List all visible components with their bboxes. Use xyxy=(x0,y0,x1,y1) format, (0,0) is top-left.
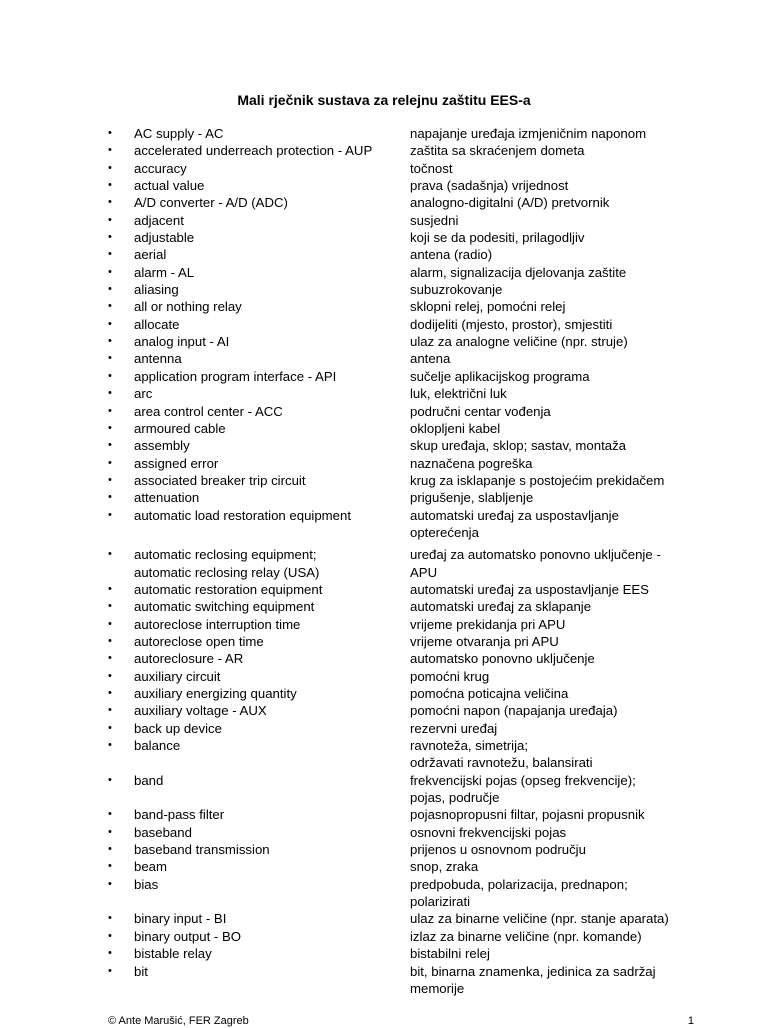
glossary-term: accelerated underreach protection - AUP xyxy=(134,143,373,159)
bullet-icon: • xyxy=(108,144,112,157)
glossary-entry xyxy=(108,177,708,194)
bullet-icon: • xyxy=(108,421,112,434)
glossary-definition: alarm, signalizacija djelovanja zaštite xyxy=(410,264,627,280)
glossary-entry xyxy=(108,737,708,772)
glossary-definition: oklopljeni kabel xyxy=(410,420,501,436)
glossary-entry xyxy=(108,806,708,823)
bullet-icon: • xyxy=(108,548,112,561)
glossary-entry xyxy=(108,142,708,159)
glossary-definition: pojasnopropusni filtar, pojasni propusnik xyxy=(410,807,645,823)
glossary-term: automatic reclosing equipment; automatic reclosing relay (USA) xyxy=(134,547,320,580)
glossary-entry xyxy=(108,246,708,263)
bullet-icon: • xyxy=(108,456,112,469)
glossary-entry xyxy=(108,928,708,945)
glossary-definition: predpobuda, polarizacija, prednapon; polarizirati xyxy=(410,876,628,910)
glossary-definition: snop, zraka xyxy=(410,859,479,875)
glossary-term: autoreclose interruption time xyxy=(134,616,301,632)
glossary-definition: krug za isklapanje s postojećim prekidačem xyxy=(410,472,665,488)
glossary-term: adjustable xyxy=(134,230,195,246)
bullet-icon: • xyxy=(108,877,112,890)
glossary-entry xyxy=(108,212,708,229)
glossary-definition: automatsko ponovno uključenje xyxy=(410,651,595,667)
glossary-entry xyxy=(108,824,708,841)
bullet-icon: • xyxy=(108,669,112,682)
glossary-term: A/D converter - A/D (ADC) xyxy=(134,195,288,211)
glossary-definition: antena (radio) xyxy=(410,247,493,263)
glossary-term: assigned error xyxy=(134,455,219,471)
glossary-definition: osnovni frekvencijski pojas xyxy=(410,824,567,840)
glossary-entry xyxy=(108,281,708,298)
glossary-entry xyxy=(108,650,708,667)
glossary-entry xyxy=(108,858,708,875)
glossary-term: area control center - ACC xyxy=(134,403,283,419)
glossary-definition: vrijeme otvaranja pri APU xyxy=(410,633,559,649)
glossary-term: band-pass filter xyxy=(134,807,225,823)
page-number: 1 xyxy=(687,1015,694,1027)
bullet-icon: • xyxy=(108,352,112,365)
glossary-definition: točnost xyxy=(410,160,453,176)
glossary-term: aerial xyxy=(134,247,167,263)
bullet-icon: • xyxy=(108,739,112,752)
bullet-icon: • xyxy=(108,213,112,226)
glossary-term: auxiliary circuit xyxy=(134,668,221,684)
glossary-definition: susjedni xyxy=(410,212,459,228)
glossary-definition: vrijeme prekidanja pri APU xyxy=(410,616,566,632)
bullet-icon: • xyxy=(108,687,112,699)
glossary-definition: napajanje uređaja izmjeničnim naponom xyxy=(410,126,647,141)
page-title: Mali rječnik sustava za relejnu zaštitu EES-a xyxy=(237,92,531,108)
glossary-term: alarm - AL xyxy=(134,264,195,280)
bullet-icon: • xyxy=(108,335,112,348)
glossary-definition: antena xyxy=(410,351,451,367)
bullet-icon: • xyxy=(108,491,112,504)
glossary-definition: luk, električni luk xyxy=(410,386,507,402)
bullet-icon: • xyxy=(108,582,112,595)
bullet-icon: • xyxy=(108,473,112,486)
glossary-entry xyxy=(108,720,708,737)
footer-copyright: © Ante Marušić, FER Zagreb xyxy=(108,1015,249,1027)
glossary-term: analog input - AI xyxy=(134,334,230,350)
bullet-icon: • xyxy=(108,179,112,192)
glossary-definition: prijenos u osnovnom području xyxy=(410,842,586,858)
bullet-icon: • xyxy=(108,248,112,261)
glossary-term: AC supply - AC xyxy=(134,126,224,141)
bullet-icon: • xyxy=(108,161,112,174)
glossary-definition: pomoćni krug xyxy=(410,668,490,684)
glossary-entry xyxy=(108,876,708,911)
glossary-entry xyxy=(108,194,708,211)
glossary-term: binary input - BI xyxy=(134,911,227,927)
glossary-term: autoreclose open time xyxy=(134,633,264,649)
glossary-entry xyxy=(108,963,708,998)
glossary-term: automatic load restoration equipment xyxy=(134,507,351,523)
bullet-icon: • xyxy=(108,439,112,452)
glossary-entry xyxy=(108,229,708,246)
glossary-definition: rezervni uređaj xyxy=(410,720,498,736)
glossary-term: all or nothing relay xyxy=(134,299,242,315)
glossary-term: attenuation xyxy=(134,490,200,506)
glossary-definition: izlaz za binarne veličine (npr. komande) xyxy=(410,928,642,944)
glossary-definition: naznačena pogreška xyxy=(410,455,533,471)
glossary-term: antenna xyxy=(134,351,182,367)
glossary-entry xyxy=(108,264,708,281)
glossary-entry xyxy=(108,385,708,402)
bullet-icon: • xyxy=(108,508,112,521)
glossary-list xyxy=(108,125,708,997)
bullet-icon: • xyxy=(108,196,112,209)
glossary-definition: koji se da podesiti, prilagodljiv xyxy=(410,230,585,246)
bullet-icon: • xyxy=(108,929,112,942)
glossary-entry xyxy=(108,841,708,858)
glossary-entry xyxy=(108,316,708,333)
glossary-entry xyxy=(108,598,708,615)
glossary-term: automatic switching equipment xyxy=(134,599,315,615)
glossary-definition: automatski uređaj za sklapanje xyxy=(410,599,592,615)
bullet-icon: • xyxy=(108,652,112,665)
glossary-definition: skup uređaja, sklop; sastav, montaža xyxy=(410,438,626,454)
bullet-icon: • xyxy=(108,721,112,734)
glossary-definition: zaštita sa skraćenjem dometa xyxy=(410,143,585,159)
glossary-term: associated breaker trip circuit xyxy=(134,472,306,488)
bullet-icon: • xyxy=(108,860,112,873)
glossary-entry xyxy=(108,160,708,177)
glossary-term: application program interface - API xyxy=(134,368,337,384)
bullet-icon: • xyxy=(108,843,112,856)
glossary-definition: dodijeliti (mjesto, prostor), smjestiti xyxy=(410,316,613,332)
glossary-term: adjacent xyxy=(134,212,184,228)
bullet-icon: • xyxy=(108,617,112,630)
glossary-definition: ulaz za analogne veličine (npr. struje) xyxy=(410,334,628,350)
glossary-entry xyxy=(108,633,708,650)
bullet-icon: • xyxy=(108,404,112,417)
glossary-entry xyxy=(108,668,708,685)
glossary-entry xyxy=(108,437,708,454)
bullet-icon: • xyxy=(108,825,112,838)
bullet-icon: • xyxy=(108,808,112,821)
glossary-definition: automatski uređaj za uspostavljanje opterećenja xyxy=(410,507,619,540)
glossary-entry xyxy=(108,772,708,807)
bullet-icon: • xyxy=(108,964,112,977)
glossary-term: back up device xyxy=(134,720,222,736)
bullet-icon: • xyxy=(108,317,112,330)
glossary-definition: prigušenje, slabljenje xyxy=(410,490,534,506)
glossary-entry xyxy=(108,546,708,581)
glossary-term: baseband xyxy=(134,824,192,840)
glossary-term: bias xyxy=(134,876,159,892)
glossary-definition: bistabilni relej xyxy=(410,946,490,962)
bullet-icon: • xyxy=(108,912,112,925)
bullet-icon: • xyxy=(108,369,112,382)
glossary-definition: pomoćni napon (napajanja uređaja) xyxy=(410,703,618,719)
bullet-icon: • xyxy=(108,634,112,647)
glossary-entry xyxy=(108,298,708,315)
glossary-definition: analogno-digitalni (A/D) pretvornik xyxy=(410,195,610,211)
glossary-definition: područni centar vođenja xyxy=(410,403,551,419)
glossary-term: band xyxy=(134,772,164,788)
glossary-term: actual value xyxy=(134,178,205,194)
glossary-definition: subuzrokovanje xyxy=(410,282,503,298)
glossary-entry xyxy=(108,403,708,420)
bullet-icon: • xyxy=(108,283,112,296)
glossary-entry xyxy=(108,910,708,927)
bullet-icon: • xyxy=(108,127,112,139)
glossary-definition: ulaz za binarne veličine (npr. stanje aparata) xyxy=(410,911,669,927)
glossary-entry xyxy=(108,368,708,385)
glossary-term: accuracy xyxy=(134,160,187,176)
bullet-icon: • xyxy=(108,231,112,244)
bullet-icon: • xyxy=(108,773,112,786)
glossary-term: balance xyxy=(134,738,181,754)
glossary-entry xyxy=(108,702,708,719)
glossary-entry xyxy=(108,125,708,142)
glossary-entry xyxy=(108,350,708,367)
bullet-icon: • xyxy=(108,265,112,278)
glossary-entry xyxy=(108,685,708,702)
glossary-entry xyxy=(108,581,708,598)
glossary-term: armoured cable xyxy=(134,420,226,436)
glossary-term: beam xyxy=(134,859,167,875)
glossary-term: arc xyxy=(134,386,153,402)
glossary-entry xyxy=(108,507,708,542)
glossary-definition: sklopni relej, pomoćni relej xyxy=(410,299,566,315)
glossary-term: baseband transmission xyxy=(134,842,270,858)
glossary-definition: frekvencijski pojas (opseg frekvencije); pojas, područje xyxy=(410,772,636,806)
glossary-entry xyxy=(108,333,708,350)
glossary-definition: uređaj za automatsko ponovno uključenje - APU xyxy=(410,547,661,580)
glossary-term: allocate xyxy=(134,316,180,332)
bullet-icon: • xyxy=(108,947,112,960)
glossary-definition: ravnoteža, simetrija; održavati ravnotežu, balansirati xyxy=(410,738,593,771)
glossary-definition: prava (sadašnja) vrijednost xyxy=(410,178,569,194)
bullet-icon: • xyxy=(108,600,112,613)
glossary-entry xyxy=(108,616,708,633)
glossary-definition: bit, binarna znamenka, jedinica za sadržaj memorije xyxy=(410,963,656,996)
glossary-entry xyxy=(108,420,708,437)
glossary-entry xyxy=(108,489,708,506)
glossary-term: binary output - BO xyxy=(134,928,242,944)
glossary-term: auxiliary voltage - AUX xyxy=(134,703,267,719)
glossary-term: bistable relay xyxy=(134,946,212,962)
glossary-term: bit xyxy=(134,963,148,979)
glossary-entry xyxy=(108,472,708,489)
bullet-icon: • xyxy=(108,300,112,313)
glossary-definition: pomoćna poticajna veličina xyxy=(410,686,569,701)
glossary-term: autoreclosure - AR xyxy=(134,651,244,667)
bullet-icon: • xyxy=(108,704,112,717)
glossary-term: aliasing xyxy=(134,282,179,298)
glossary-term: automatic restoration equipment xyxy=(134,581,323,597)
bullet-icon: • xyxy=(108,387,112,400)
page-footer xyxy=(108,1014,694,1028)
glossary-entry xyxy=(108,455,708,472)
glossary-definition: automatski uređaj za uspostavljanje EES xyxy=(410,581,649,597)
glossary-term: assembly xyxy=(134,438,190,454)
glossary-definition: sučelje aplikacijskog programa xyxy=(410,368,590,384)
glossary-term: auxiliary energizing quantity xyxy=(134,686,297,701)
glossary-entry xyxy=(108,945,708,962)
